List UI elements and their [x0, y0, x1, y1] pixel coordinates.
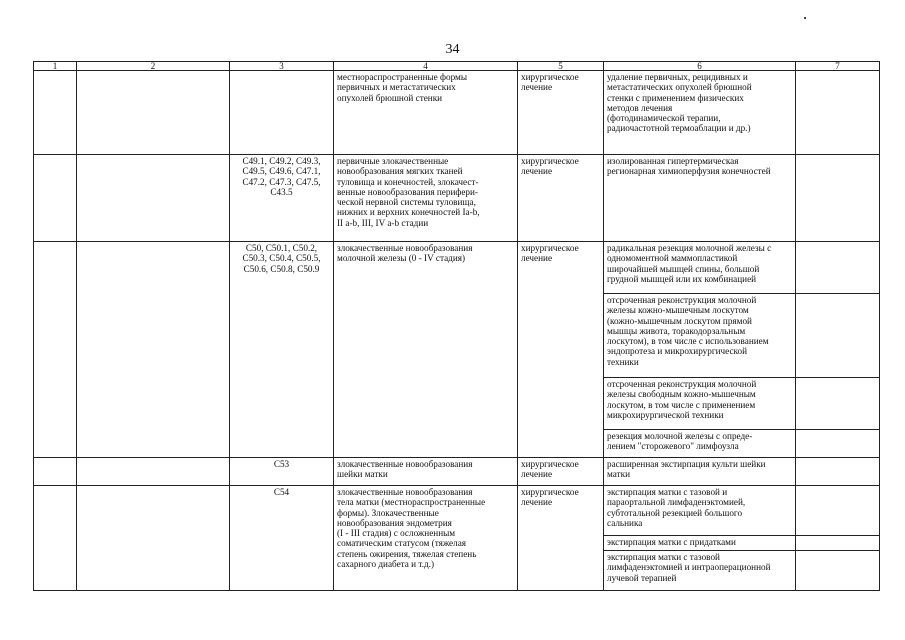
- column-header: 5: [518, 62, 604, 71]
- cell-disease: местнораспространенные формы первичных и метастатических опухолей брюшной стенки: [334, 71, 518, 155]
- cell-icd-codes: C53: [230, 458, 334, 486]
- column-header: 6: [604, 62, 796, 71]
- table-row: [34, 155, 880, 242]
- cell-method: экстирпация матки с тазовой и параортальной лимфаденэктомией, субтотальной резекцией большого сальника: [604, 486, 796, 536]
- cell-icd-codes: C49.1, C49.2, C49.3, C49.5, C49.6, C47.1, C47.2, C47.3, C47.5, C43.5: [230, 155, 334, 242]
- cell-care-type: [77, 71, 230, 155]
- cell-cost: [796, 551, 880, 591]
- cell-care-type: [77, 242, 230, 458]
- column-header: 7: [796, 62, 880, 71]
- cell-method: радикальная резекция молочной железы с одномоментной маммопластикой широчайшей мышцей спины, большой грудной мышцей или их комбинацией: [604, 242, 796, 294]
- cell-treatment: хирургическое лечение: [518, 486, 604, 591]
- cell-cost: [796, 378, 880, 430]
- cell-cost: [796, 458, 880, 486]
- medical-care-table: [33, 61, 880, 591]
- cell-cost: [796, 536, 880, 551]
- column-header: 4: [334, 62, 518, 71]
- cell-icd-codes: C50, C50.1, C50.2, C50.3, C50.4, C50.5, C50.6, C50.8, C50.9: [230, 242, 334, 458]
- cell-cost: [796, 242, 880, 294]
- cell-care-type: [77, 155, 230, 242]
- table-row: [34, 458, 880, 486]
- cell-method: изолированная гипертермическая регионарная химиоперфузия конечностей: [604, 155, 796, 242]
- table-row: [34, 242, 880, 294]
- cell-method: экстирпация матки с придатками: [604, 536, 796, 551]
- column-header: 3: [230, 62, 334, 71]
- cell-disease: злокачественные новообразования шейки матки: [334, 458, 518, 486]
- cell-number: [34, 458, 77, 486]
- cell-number: [34, 155, 77, 242]
- cell-disease: злокачественные новообразования молочной железы (0 - IV стадия): [334, 242, 518, 458]
- column-number-row: [34, 62, 880, 71]
- cell-treatment: хирургическое лечение: [518, 71, 604, 155]
- cell-method: отсроченная реконструкция молочной железы свободным кожно-мышечным лоскутом, в том числе с применением микрохирургической техники: [604, 378, 796, 430]
- cell-method: резекция молочной железы с опреде- лением "сторожевого" лимфоузла: [604, 430, 796, 458]
- cell-method: расширенная экстирпация культи шейки матки: [604, 458, 796, 486]
- cell-treatment: хирургическое лечение: [518, 155, 604, 242]
- cell-method: удаление первичных, рецидивных и метастатических опухолей брюшной стенки с применением физических методов лечения (фотодинамической терапии, радиочастотной термоаблации и др.): [604, 71, 796, 155]
- cell-cost: [796, 71, 880, 155]
- cell-care-type: [77, 486, 230, 591]
- cell-treatment: хирургическое лечение: [518, 242, 604, 458]
- table-row: [34, 71, 880, 155]
- cell-cost: [796, 486, 880, 536]
- cell-disease: злокачественные новообразования тела матки (местнораспространенные формы). Злокачественные новообразования эндометрия (I - III стадия) с осложненным соматическим статусом (тяжелая степень ожирения, тяжелая степень сахарного диабета и т.д.): [334, 486, 518, 591]
- column-header: 1: [34, 62, 77, 71]
- cell-treatment: хирургическое лечение: [518, 458, 604, 486]
- cell-cost: [796, 155, 880, 242]
- cell-disease: первичные злокачественные новообразования мягких тканей туловища и конечностей, злокачест- венные новообразования перифери- ческой нервной системы туловища, нижних и верхних конечностей Ia-b, II a-b, III, IV a-b стадии: [334, 155, 518, 242]
- cell-number: [34, 486, 77, 591]
- cell-method: отсроченная реконструкция молочной железы кожно-мышечным лоскутом (кожно-мышечным лоскутом прямой мышцы живота, торакодорзальным лоскутом), в том числе с использованием эндопротеза и микрохирургической техники: [604, 294, 796, 378]
- cell-icd-codes: [230, 71, 334, 155]
- cell-cost: [796, 294, 880, 378]
- cell-number: [34, 242, 77, 458]
- cell-cost: [796, 430, 880, 458]
- column-header: 2: [77, 62, 230, 71]
- table-row: [34, 486, 880, 536]
- page-number: 34: [445, 42, 460, 57]
- cell-care-type: [77, 458, 230, 486]
- cell-icd-codes: C54: [230, 486, 334, 591]
- cell-method: экстирпация матки с тазовой лимфаденэктомией и интраоперационной лучевой терапией: [604, 551, 796, 591]
- cell-number: [34, 71, 77, 155]
- scan-speck: [804, 17, 806, 19]
